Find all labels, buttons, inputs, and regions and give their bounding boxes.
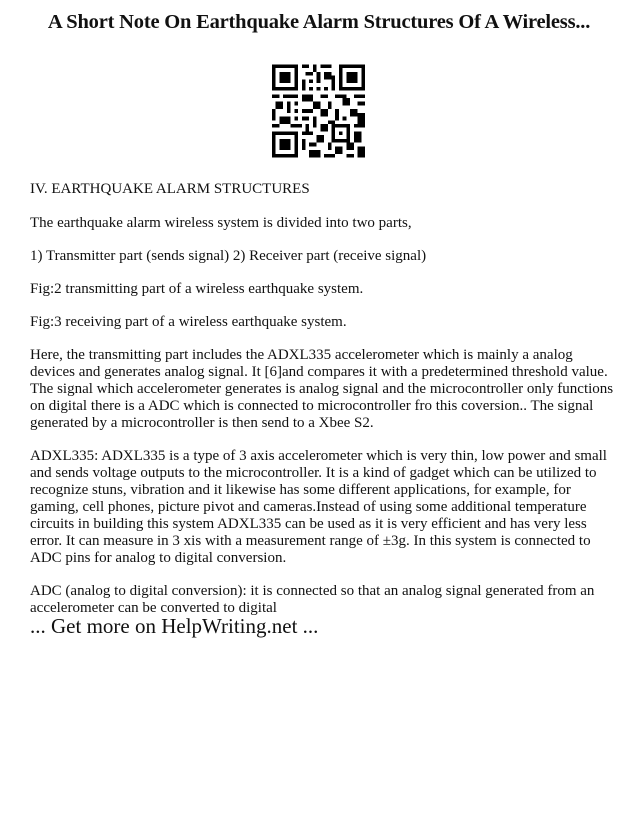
get-more-link[interactable]: ... Get more on HelpWriting.net ... (30, 614, 319, 638)
document-title: A Short Note On Earthquake Alarm Structures Of A Wireless... (47, 11, 591, 33)
paragraph: Here, the transmitting part includes the ADXL335 accelerometer which is mainly a analog devices and generates analog signal. It [6]and compares it with a predetermined threshold value. The signal which accelerometer generates is analog signal and the microcontroller only functions on digital there is a ADC which is connected to microcontroller fro this coversion.. The signal generated by a microcontroller is then send to a Xbee S2. (30, 347, 614, 431)
qr-code-icon (272, 64, 365, 158)
document-body (30, 181, 615, 633)
figure-caption: Fig:3 receiving part of a wireless earthquake system. (30, 314, 347, 330)
paragraph: ADC (analog to digital conversion): it is connected so that an analog signal generated from an accelerometer can be converted to digital (30, 583, 595, 616)
paragraph: The earthquake alarm wireless system is divided into two parts, (30, 215, 412, 231)
paragraph: ADXL335: ADXL335 is a type of 3 axis accelerometer which is very thin, low power and small and sends voltage outputs to the microcontroller. It is a kind of gadget which can be utilized to recognize stuns, vibration and it likewise has some different applications, for example, for gaming, cell phones, picture pivot and cameras.Instead of using some additional temperature circuits in building this system ADXL335 can be used as it is very efficient and has very less error. It can measure in 3 xis with a measurement range of ±3g. In this system is connected to ADC pins for analog to digital conversion. (30, 448, 607, 566)
figure-caption: Fig:2 transmitting part of a wireless earthquake system. (30, 281, 364, 297)
paragraph: 1) Transmitter part (sends signal) 2) Receiver part (receive signal) (30, 248, 427, 264)
section-heading: IV. EARTHQUAKE ALARM STRUCTURES (30, 181, 310, 197)
